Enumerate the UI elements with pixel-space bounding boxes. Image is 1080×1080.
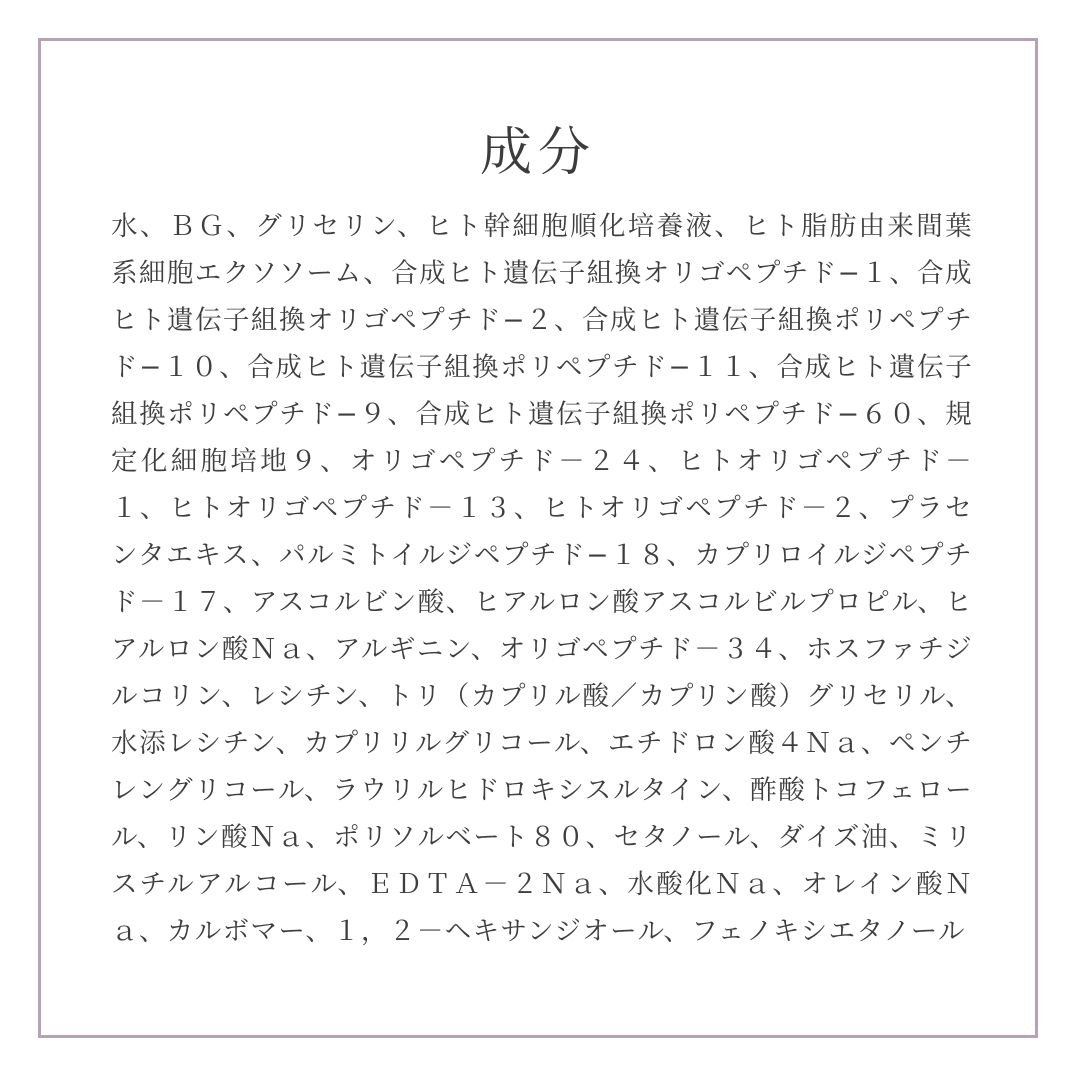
page-title: 成分	[479, 123, 596, 183]
ingredients-card	[38, 38, 1038, 1038]
ingredients-list: 水、ＢＧ、グリセリン、ヒト幹細胞順化培養液、ヒト脂肪由来間葉系細胞エクソソーム、合成ヒト遺伝子組換オリゴペプチド−１、合成ヒト遺伝子組換オリゴペプチド−２、合成ヒト遺伝子組換ポリペプチド−１０、合成ヒト遺伝子組換ポリペプチド−１１、合成ヒト遺伝子組換ポリペプチド−９、合成ヒト遺伝子組換ポリペプチド−６０、規定化細胞培地９、オリゴペプチド－２４、ヒトオリゴペプチド－１、ヒトオリゴペプチド－１３、ヒトオリゴペプチド－２、プラセンタエキス、パルミトイルジペプチド−１８、カプリロイルジペプチド－１７、アスコルビン酸、ヒアルロン酸アスコルビルプロピル、ヒアルロン酸Ｎａ、アルギニン、オリゴペプチド－３４、ホスファチジルコリン、レシチン、トリ（カプリル酸／カプリン酸）グリセリル、水添レシチン、カプリリルグリコール、エチドロン酸４Ｎａ、ペンチレングリコール、ラウリルヒドロキシスルタイン、酢酸トコフェロール、リン酸Ｎａ、ポリソルベート８０、セタノール、ダイズ油、ミリスチルアルコール、ＥＤＴＡ－２Ｎａ、水酸化Ｎａ、オレイン酸Ｎａ、カルボマー、１，２－ヘキサンジオール、フェノキシエタノール	[111, 211, 973, 947]
